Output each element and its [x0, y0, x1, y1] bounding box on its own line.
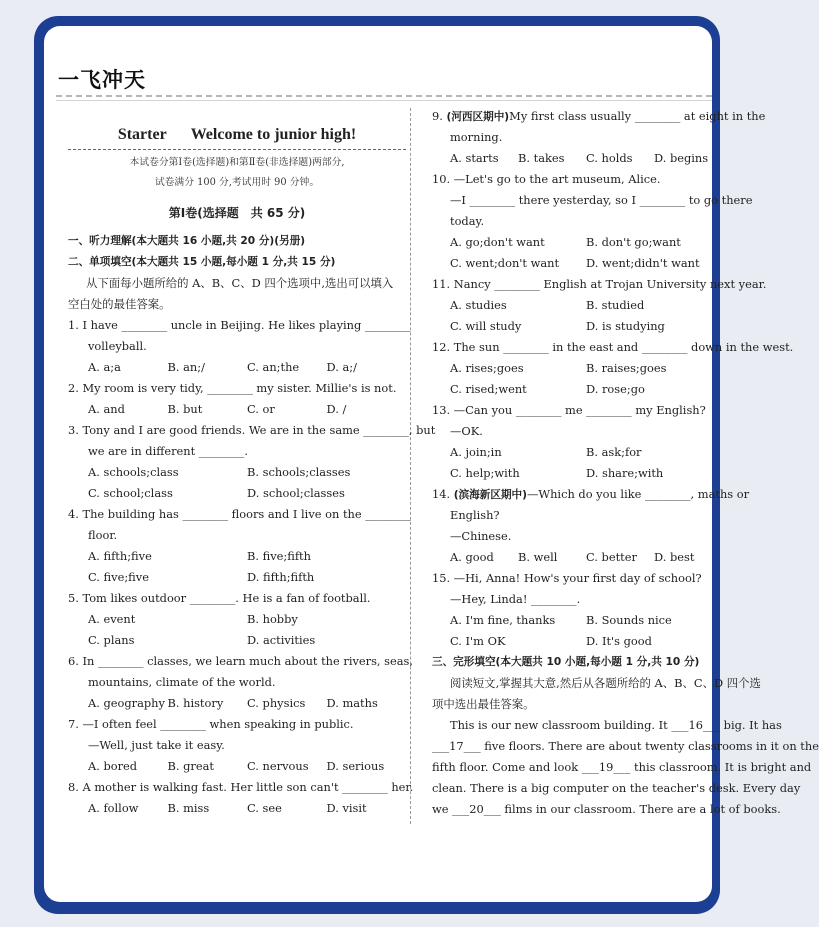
- option-d: D. activities: [247, 633, 316, 647]
- option-d: D. begins: [654, 151, 709, 165]
- option-a: A. go;don't want: [450, 235, 545, 249]
- option-d: D. is studying: [586, 319, 665, 333]
- option-b: B. studied: [586, 298, 645, 312]
- option-a: A. I'm fine, thanks: [450, 613, 556, 627]
- question-15: 15. —Hi, Anna! How's your first day of school?: [432, 571, 702, 585]
- option-b: B. an;/: [167, 360, 205, 374]
- exam-intro: [68, 153, 406, 193]
- question-13: 13. —Can you ________ me ________ my English?: [432, 403, 706, 417]
- title-main: Welcome to junior high!: [190, 126, 357, 143]
- question-13-cont: —OK.: [450, 424, 483, 438]
- question-7-options: [68, 756, 406, 777]
- option-a: A. bored: [88, 759, 138, 773]
- question-4: 4. The building has ________ floors and I live on the ________: [68, 507, 411, 521]
- right-column: [432, 106, 819, 820]
- section-instruction-cont: 空白处的最佳答案。: [68, 297, 171, 311]
- column-divider: [410, 108, 411, 824]
- cloze-passage-line: This is our new classroom building. It ___16___ big. It has: [450, 718, 782, 732]
- question-15-cont: —Hey, Linda! ________.: [450, 592, 581, 606]
- option-a: A. fifth;five: [88, 549, 152, 563]
- option-c: C. see: [247, 801, 282, 815]
- question-13-options-ab: [432, 442, 722, 463]
- option-c: C. school;class: [88, 486, 173, 500]
- option-a: A. join;in: [450, 445, 502, 459]
- option-d: D. maths: [326, 696, 378, 710]
- option-a: A. schools;class: [88, 465, 179, 479]
- question-15-options-ab: [432, 610, 722, 631]
- option-b: B. five;fifth: [247, 549, 311, 563]
- question-9: 9. (河西区期中)My first class usually ________ at eight in the: [432, 109, 766, 123]
- title-starter: Starter: [117, 126, 167, 143]
- question-12: 12. The sun ________ in the east and ________ down in the west.: [432, 340, 794, 354]
- part1-title: 第Ⅰ卷(选择题 共 65 分): [168, 206, 306, 220]
- question-5-options-ab: [68, 609, 406, 630]
- option-b: B. raises;goes: [586, 361, 667, 375]
- cloze-passage-line: fifth floor. Come and look ___19___ this classroom. It is bright and: [432, 760, 812, 774]
- question-14-source-tag: (滨海新区期中): [453, 489, 527, 501]
- question-12-options-ab: [432, 358, 722, 379]
- question-2-options: [68, 399, 406, 420]
- section-single-choice: 二、单项填空(本大题共 15 小题,每小题 1 分,共 15 分): [68, 256, 336, 268]
- option-d: D. fifth;fifth: [247, 570, 315, 584]
- option-d: D. a;/: [326, 360, 357, 374]
- left-column: [68, 116, 436, 819]
- option-b: B. hobby: [247, 612, 298, 626]
- question-4-cont: floor.: [88, 528, 118, 542]
- question-10-options-ab: [432, 232, 722, 253]
- option-d: D. It's good: [586, 634, 652, 648]
- question-9-text: My first class usually ________ at eight in the: [509, 109, 766, 123]
- question-15-options-cd: [432, 631, 722, 652]
- unit-title: [68, 116, 406, 150]
- question-5-options-cd: [68, 630, 406, 651]
- option-a: A. follow: [88, 801, 139, 815]
- intro-line-2: 试卷满分 100 分,考试用时 90 分钟。: [154, 177, 320, 188]
- question-1-cont: volleyball.: [88, 339, 147, 353]
- option-a: A. good: [450, 550, 494, 564]
- question-6-cont: mountains, climate of the world.: [88, 675, 276, 689]
- option-c: C. plans: [88, 633, 135, 647]
- option-d: D. share;with: [586, 466, 664, 480]
- option-c: C. went;don't want: [450, 256, 560, 270]
- option-b: B. great: [167, 759, 214, 773]
- question-12-options-cd: [432, 379, 722, 400]
- question-5: 5. Tom likes outdoor ________. He is a fan of football.: [68, 591, 371, 605]
- header-divider-thin: [56, 100, 712, 101]
- option-b: B. history: [167, 696, 224, 710]
- header-divider: [56, 95, 712, 97]
- cloze-passage-line: clean. There is a big computer on the teacher's desk. Every day: [432, 781, 801, 795]
- question-14-options: [432, 547, 722, 568]
- section-cloze: 三、完形填空(本大题共 10 小题,每小题 1 分,共 10 分): [432, 656, 700, 668]
- question-10-cont: —I ________ there yesterday, so I ________ to go there: [450, 193, 753, 207]
- option-b: B. ask;for: [586, 445, 642, 459]
- option-c: C. nervous: [247, 759, 309, 773]
- question-3-options-cd: [68, 483, 406, 504]
- question-14-cont-2: —Chinese.: [450, 529, 512, 543]
- option-a: A. studies: [450, 298, 507, 312]
- question-8: 8. A mother is walking fast. Her little son can't ________ her.: [68, 780, 414, 794]
- question-3-cont: we are in different ________.: [88, 444, 248, 458]
- option-a: A. event: [88, 612, 136, 626]
- option-c: C. physics: [247, 696, 306, 710]
- question-11-options-ab: [432, 295, 722, 316]
- question-14: 14. (滨海新区期中)—Which do you like ________, maths or: [432, 487, 750, 501]
- option-c: C. rised;went: [450, 382, 527, 396]
- question-3-options-ab: [68, 462, 406, 483]
- option-c: C. five;five: [88, 570, 149, 584]
- option-d: D. rose;go: [586, 382, 645, 396]
- option-d: D. went;didn't want: [586, 256, 700, 270]
- question-6: 6. In ________ classes, we learn much about the rivers, seas,: [68, 654, 414, 668]
- question-11-options-cd: [432, 316, 722, 337]
- question-7: 7. —I often feel ________ when speaking in public.: [68, 717, 354, 731]
- question-1: 1. I have ________ uncle in Beijing. He likes playing ________: [68, 318, 411, 332]
- option-c: C. an;the: [247, 360, 300, 374]
- option-c: C. holds: [586, 151, 633, 165]
- question-6-options: [68, 693, 406, 714]
- question-14-text: —Which do you like ________, maths or: [527, 487, 750, 501]
- option-b: B. Sounds nice: [586, 613, 672, 627]
- option-c: C. better: [586, 550, 637, 564]
- cloze-instruction-cont: 项中选出最佳答案。: [432, 697, 535, 711]
- option-c: C. will study: [450, 319, 522, 333]
- question-7-cont: —Well, just take it easy.: [88, 738, 225, 752]
- question-10-options-cd: [432, 253, 722, 274]
- cloze-instruction: 阅读短文,掌握其大意,然后从各题所给的 A、B、C、D 四个选: [450, 676, 761, 690]
- option-d: D. best: [654, 550, 695, 564]
- option-a: A. geography: [88, 696, 165, 710]
- question-4-options-ab: [68, 546, 406, 567]
- option-b: B. well: [518, 550, 558, 564]
- option-b: B. don't go;want: [586, 235, 681, 249]
- option-b: B. schools;classes: [247, 465, 351, 479]
- option-c: C. I'm OK: [450, 634, 506, 648]
- question-9-options: [432, 148, 722, 169]
- question-2: 2. My room is very tidy, ________ my sister. Millie's is not.: [68, 381, 397, 395]
- option-a: A. rises;goes: [450, 361, 524, 375]
- option-c: C. help;with: [450, 466, 520, 480]
- cloze-passage-line: ___17___ five floors. There are about twenty classrooms in it on the: [432, 739, 819, 753]
- question-9-cont: morning.: [450, 130, 503, 144]
- question-8-options: [68, 798, 406, 819]
- question-10: 10. —Let's go to the art museum, Alice.: [432, 172, 661, 186]
- question-14-cont: English?: [450, 508, 500, 522]
- cloze-passage-line: we ___20___ films in our classroom. There are a lot of books.: [432, 802, 781, 816]
- option-c: C. or: [247, 402, 275, 416]
- exam-paper: [44, 26, 819, 902]
- question-1-options: [68, 357, 406, 378]
- brand-logo: 一飞冲天: [58, 68, 146, 92]
- question-13-options-cd: [432, 463, 722, 484]
- option-b: B. but: [167, 402, 203, 416]
- option-a: A. and: [88, 402, 125, 416]
- section-instruction: 从下面每小题所给的 A、B、C、D 四个选项中,选出可以填入: [86, 276, 394, 290]
- intro-line-1: 本试卷分第Ⅰ卷(选择题)和第Ⅱ卷(非选择题)两部分,: [129, 157, 345, 168]
- section-listening: 一、听力理解(本大题共 16 小题,共 20 分)(另册): [68, 235, 306, 247]
- question-3: 3. Tony and I are good friends. We are in the same ________, but: [68, 423, 436, 437]
- option-d: D. /: [326, 402, 347, 416]
- question-11: 11. Nancy ________ English at Trojan University next year.: [432, 277, 767, 291]
- option-b: B. miss: [167, 801, 210, 815]
- option-d: D. school;classes: [247, 486, 345, 500]
- option-a: A. a;a: [88, 360, 121, 374]
- question-10-cont-2: today.: [450, 214, 485, 228]
- option-b: B. takes: [518, 151, 565, 165]
- question-4-options-cd: [68, 567, 406, 588]
- option-a: A. starts: [450, 151, 499, 165]
- option-d: D. visit: [326, 801, 367, 815]
- option-d: D. serious: [326, 759, 385, 773]
- question-9-source-tag: (河西区期中): [446, 111, 510, 123]
